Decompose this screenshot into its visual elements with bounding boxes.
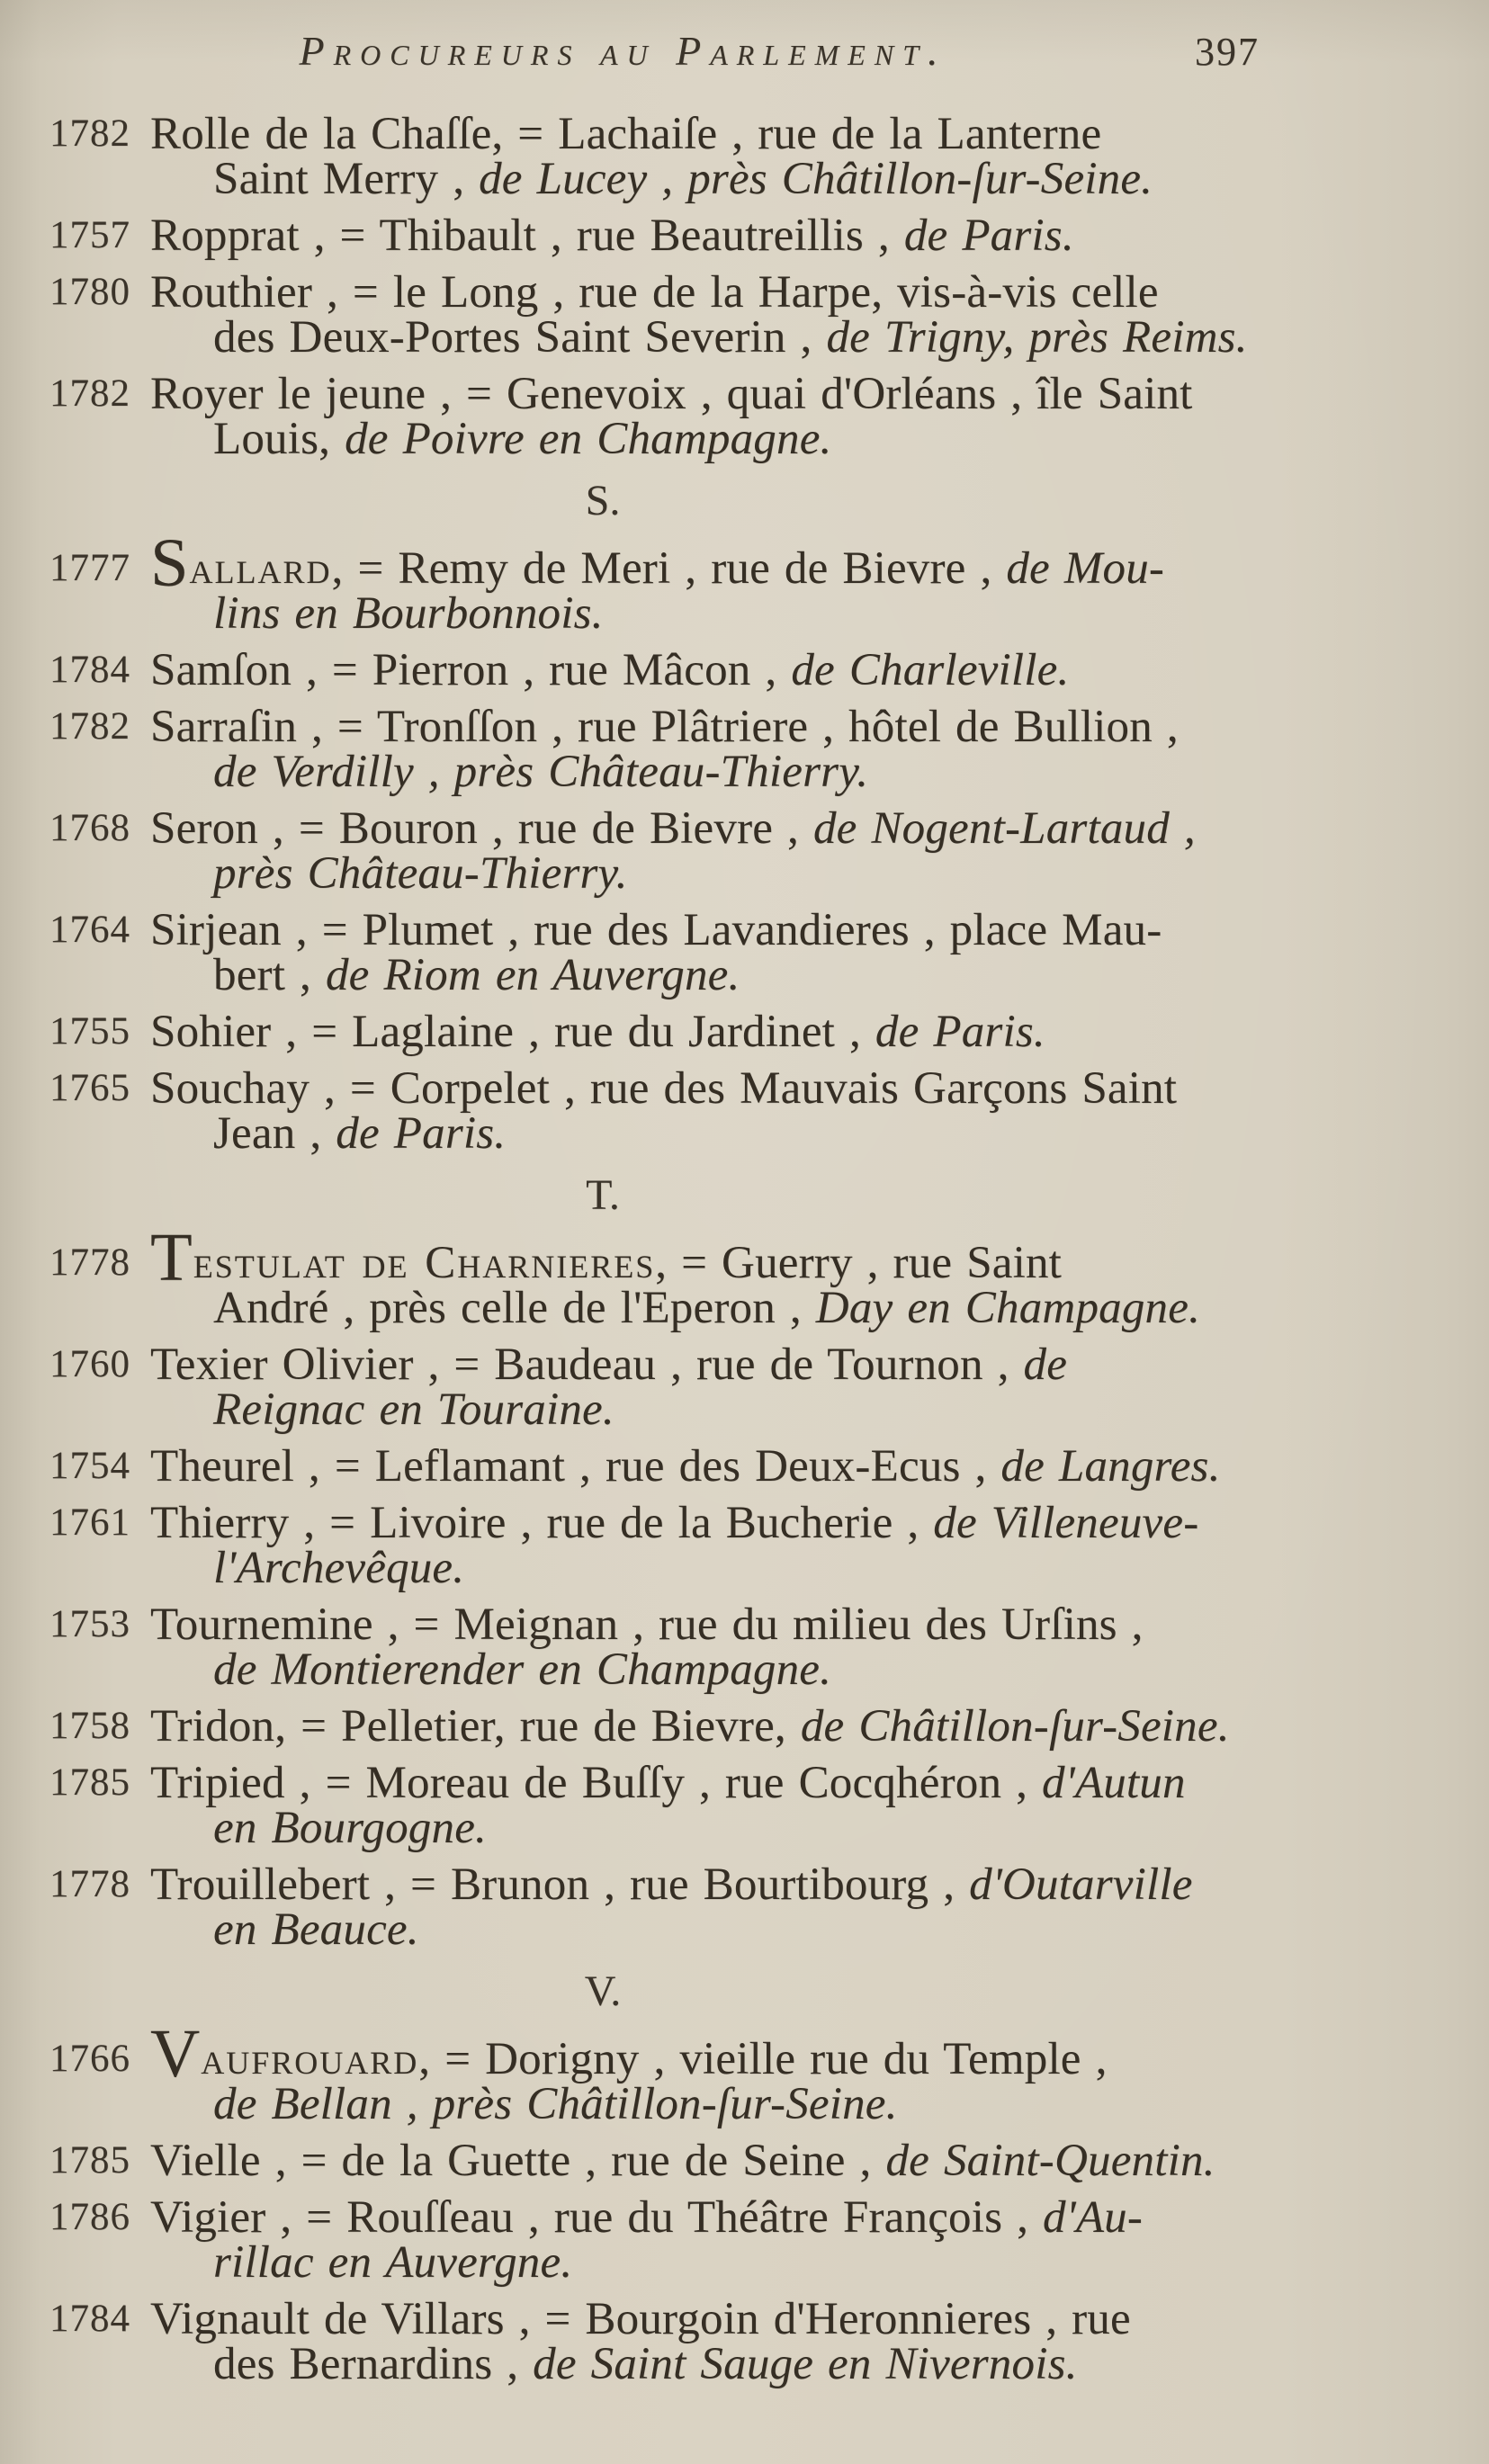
running-title: Procureurs au Parlement.: [299, 28, 947, 74]
directory-entry: [49, 2192, 1390, 2288]
origin-place-italic: de Mou-: [1006, 543, 1165, 594]
directory-entry: [49, 1599, 1390, 1695]
entry-segment: Thierry , = Livoire , rue de la Bucherie ,: [150, 1498, 934, 1548]
directory-entry: [49, 211, 1390, 261]
lead-smallcaps: aufrouard: [201, 2034, 419, 2084]
entry-segment: Ropprat , = Thibault , rue Beautreillis ,: [150, 211, 904, 261]
entry-year: 1755: [49, 1010, 130, 1053]
entry-text: [150, 1007, 1390, 1057]
origin-place-italic: de Langres.: [1000, 1441, 1221, 1492]
origin-place-italic: de Bellan , près Châtillon-ſur-Seine.: [213, 2079, 898, 2129]
entry-line: [150, 1498, 1390, 1548]
entry-year: 1761: [49, 1501, 130, 1544]
entry-line-continuation: [150, 747, 1390, 797]
directory-entry: [49, 702, 1390, 797]
page-number: 397: [1195, 30, 1260, 74]
entry-text: [150, 369, 1390, 464]
entry-segment: , = Guerry , rue Saint: [655, 1238, 1063, 1288]
entry-segment: , = Dorigny , vieille rue du Temple ,: [418, 2034, 1108, 2084]
directory-entry: [49, 2294, 1390, 2389]
entry-year: 1785: [49, 1761, 130, 1804]
entry-segment: Vigier , = Rouſſeau , rue du Théâtre François ,: [150, 2192, 1044, 2243]
entry-year: 1766: [49, 2038, 130, 2080]
entry-text: [150, 2015, 1390, 2129]
entry-year: 1778: [49, 1241, 130, 1284]
origin-place-italic: l'Archevêque.: [213, 1543, 465, 1593]
directory-entry: [49, 1498, 1390, 1593]
entry-line-continuation: [150, 1904, 1390, 1955]
entry-line: [150, 1701, 1390, 1752]
entry-line: [150, 702, 1390, 752]
entry-segment: Souchay , = Corpelet , rue des Mauvais Garçons Saint: [150, 1063, 1178, 1114]
origin-place-italic: de Saint-Quentin.: [885, 2136, 1215, 2186]
entry-line-continuation: [150, 1283, 1390, 1333]
entry-line: [150, 369, 1390, 419]
directory-entry: [49, 645, 1390, 695]
entry-line-continuation: [150, 1644, 1390, 1695]
entry-year: 1760: [49, 1343, 130, 1385]
entry-year: 1778: [49, 1863, 130, 1905]
entry-line-continuation: [150, 2339, 1390, 2389]
entry-text: [150, 1701, 1390, 1752]
entry-year: 1777: [49, 547, 130, 589]
entry-line-continuation: [150, 2237, 1390, 2288]
entry-text: [150, 803, 1390, 899]
entry-segment: Seron , = Bouron , rue de Bievre ,: [150, 803, 813, 854]
directory-entry: [49, 803, 1390, 899]
directory-entry: [49, 524, 1390, 639]
entry-year: 1765: [49, 1067, 130, 1109]
origin-place-italic: de Trigny, près Reims.: [826, 312, 1248, 363]
entry-text: [150, 1498, 1390, 1593]
entry-text: [150, 211, 1390, 261]
directory-entry: [49, 2015, 1390, 2129]
entry-year: 1757: [49, 214, 130, 256]
entry-line: [150, 645, 1390, 695]
entry-segment: des Deux-Portes Saint Severin ,: [213, 312, 827, 363]
origin-place-italic: Reignac en Touraine.: [213, 1384, 614, 1435]
entry-line: [150, 1599, 1390, 1650]
entry-line: [150, 2192, 1390, 2243]
entry-segment: Samſon , = Pierron , rue Mâcon ,: [150, 645, 792, 695]
origin-place-italic: de Saint Sauge en Nivernois.: [533, 2339, 1078, 2389]
page-header: [0, 0, 1489, 95]
entry-text: [150, 2136, 1390, 2186]
entry-segment: Routhier , = le Long , rue de la Harpe, vis-à-vis celle: [150, 267, 1159, 318]
entry-line-continuation: [150, 1108, 1390, 1159]
origin-place-italic: de Lucey , près Châtillon-ſur-Seine.: [479, 154, 1153, 204]
origin-place-italic: de Villeneuve-: [933, 1498, 1199, 1548]
entry-line: [150, 2294, 1390, 2344]
entry-line-continuation: [150, 154, 1390, 204]
entry-line: [150, 267, 1390, 318]
entry-line: [150, 1859, 1390, 1910]
entry-text: [150, 1859, 1390, 1955]
entry-segment: Vignault de Villars , = Bourgoin d'Heronnieres , rue: [150, 2294, 1131, 2344]
entry-text: [150, 1441, 1390, 1492]
origin-place-italic: rillac en Auvergne.: [213, 2237, 573, 2288]
directory-entry: [49, 1340, 1390, 1435]
lead-initial-capital: S: [150, 524, 190, 602]
entry-text: [150, 267, 1390, 363]
entry-line: [150, 1063, 1390, 1114]
entry-text: [150, 524, 1390, 639]
entry-segment: bert ,: [213, 950, 326, 1000]
entry-text: [150, 1219, 1390, 1333]
entry-line-continuation: [150, 848, 1390, 899]
section-letter: S.: [585, 477, 621, 524]
entry-line-continuation: [150, 2079, 1390, 2129]
entry-line-continuation: [150, 414, 1390, 464]
entry-year: 1785: [49, 2139, 130, 2182]
directory-entry: [49, 905, 1390, 1000]
entry-line: [150, 524, 1390, 602]
entry-line: [150, 905, 1390, 955]
entry-text: [150, 1340, 1390, 1435]
origin-place-italic: près Château-Thierry.: [213, 848, 628, 899]
entry-lead-name: [150, 524, 332, 602]
entry-segment: Louis,: [213, 414, 345, 464]
directory-entry: [49, 369, 1390, 464]
origin-place-italic: de Montierender en Champagne.: [213, 1644, 832, 1695]
entry-line: [150, 2015, 1390, 2092]
entry-segment: Jean ,: [213, 1108, 336, 1159]
entry-segment: Texier Olivier , = Baudeau , rue de Tournon ,: [150, 1340, 1024, 1390]
entry-year: 1753: [49, 1603, 130, 1645]
entry-text: [150, 2294, 1390, 2389]
entry-segment: des Bernardins ,: [213, 2339, 534, 2389]
entry-text: [150, 702, 1390, 797]
origin-place-italic: de Charleville.: [791, 645, 1070, 695]
directory-entry: [49, 1063, 1390, 1159]
entry-text: [150, 109, 1390, 204]
entry-year: 1782: [49, 705, 130, 748]
directory-entry: [49, 109, 1390, 204]
entry-segment: André , près celle de l'Eperon ,: [213, 1283, 816, 1333]
origin-place-italic: de: [1023, 1340, 1068, 1390]
directory-entry: [49, 1859, 1390, 1955]
directory-entry: [49, 2136, 1390, 2186]
entry-text: [150, 1599, 1390, 1695]
entry-segment: Tournemine , = Meignan , rue du milieu des Urſins ,: [150, 1599, 1144, 1650]
entry-line: [150, 803, 1390, 854]
entry-segment: Sarraſin , = Tronſſon , rue Plâtriere , hôtel de Bullion ,: [150, 702, 1179, 752]
entry-segment: Rolle de la Chaſſe, = Lachaiſe , rue de la Lanterne: [150, 109, 1102, 159]
directory-entry: [49, 1441, 1390, 1492]
entry-line-continuation: [150, 950, 1390, 1000]
entry-year: 1758: [49, 1705, 130, 1747]
entry-line: [150, 1758, 1390, 1808]
entry-text: [150, 905, 1390, 1000]
entry-year: 1786: [49, 2196, 130, 2238]
entry-segment: Tripied , = Moreau de Buſſy , rue Cocqhéron ,: [150, 1758, 1043, 1808]
origin-place-italic: en Bourgogne.: [213, 1803, 487, 1853]
entry-segment: Tridon, = Pelletier, rue de Bievre,: [150, 1701, 801, 1752]
origin-place-italic: d'Au-: [1043, 2192, 1144, 2243]
origin-place-italic: de Châtillon-ſur-Seine.: [800, 1701, 1230, 1752]
entry-text: [150, 2192, 1390, 2288]
lead-initial-capital: T: [150, 1219, 193, 1296]
origin-place-italic: de Verdilly , près Château-Thierry.: [213, 747, 869, 797]
lead-smallcaps: estulat de Charnieres: [193, 1238, 656, 1288]
origin-place-italic: de Nogent-Lartaud ,: [812, 803, 1196, 854]
origin-place-italic: de Poivre en Champagne.: [345, 414, 832, 464]
entry-lead-name: [150, 2015, 419, 2092]
directory-entry: [49, 1007, 1390, 1057]
entry-year: 1764: [49, 909, 130, 951]
entry-segment: Sohier , = Laglaine , rue du Jardinet ,: [150, 1007, 875, 1057]
entry-line: [150, 1340, 1390, 1390]
origin-place-italic: d'Autun: [1042, 1758, 1186, 1808]
origin-place-italic: de Paris.: [875, 1007, 1045, 1057]
origin-place-italic: en Beauce.: [213, 1904, 419, 1955]
entry-year: 1768: [49, 807, 130, 849]
entry-line-continuation: [150, 1543, 1390, 1593]
entry-segment: Saint Merry ,: [213, 154, 480, 204]
entry-line: [150, 211, 1390, 261]
entry-year: 1754: [49, 1445, 130, 1487]
section-letter: V.: [584, 1967, 622, 2015]
entry-line: [150, 2136, 1390, 2186]
directory-entry: [49, 1758, 1390, 1853]
entry-text: [150, 1758, 1390, 1853]
directory-entry: [49, 1701, 1390, 1752]
entry-line: [150, 1219, 1390, 1296]
entry-year: 1784: [49, 2298, 130, 2340]
entry-year: 1784: [49, 649, 130, 691]
origin-place-italic: Day en Champagne.: [815, 1283, 1201, 1333]
entry-segment: Vielle , = de la Guette , rue de Seine ,: [150, 2136, 886, 2186]
entry-line-continuation: [150, 588, 1390, 639]
entries-list: [0, 95, 1489, 2387]
entry-segment: , = Remy de Meri , rue de Bievre ,: [331, 543, 1007, 594]
lead-initial-capital: V: [150, 2015, 202, 2092]
directory-entry: [49, 267, 1390, 363]
entry-lead-name: [150, 1219, 656, 1296]
entry-line: [150, 109, 1390, 159]
entry-segment: Sirjean , = Plumet , rue des Lavandieres , place Mau-: [150, 905, 1162, 955]
lead-smallcaps: allard: [189, 543, 332, 594]
entry-text: [150, 1063, 1390, 1159]
entry-line-continuation: [150, 312, 1390, 363]
entry-text: [150, 645, 1390, 695]
origin-place-italic: de Paris.: [903, 211, 1074, 261]
entry-line: [150, 1441, 1390, 1492]
entry-line-continuation: [150, 1384, 1390, 1435]
entry-line: [150, 1007, 1390, 1057]
directory-entry: [49, 1219, 1390, 1333]
origin-place-italic: d'Outarville: [969, 1859, 1193, 1910]
origin-place-italic: lins en Bourbonnois.: [213, 588, 604, 639]
entry-year: 1780: [49, 271, 130, 313]
entry-year: 1782: [49, 372, 130, 415]
entry-year: 1782: [49, 112, 130, 155]
entry-segment: Trouillebert , = Brunon , rue Bourtibourg ,: [150, 1859, 970, 1910]
entry-segment: Royer le jeune , = Genevoix , quai d'Orléans , île Saint: [150, 369, 1193, 419]
entry-segment: Theurel , = Leflamant , rue des Deux-Ecus ,: [150, 1441, 1001, 1492]
entry-line-continuation: [150, 1803, 1390, 1853]
origin-place-italic: de Riom en Auvergne.: [325, 950, 740, 1000]
origin-place-italic: de Paris.: [336, 1108, 507, 1159]
section-letter: T.: [586, 1171, 620, 1219]
